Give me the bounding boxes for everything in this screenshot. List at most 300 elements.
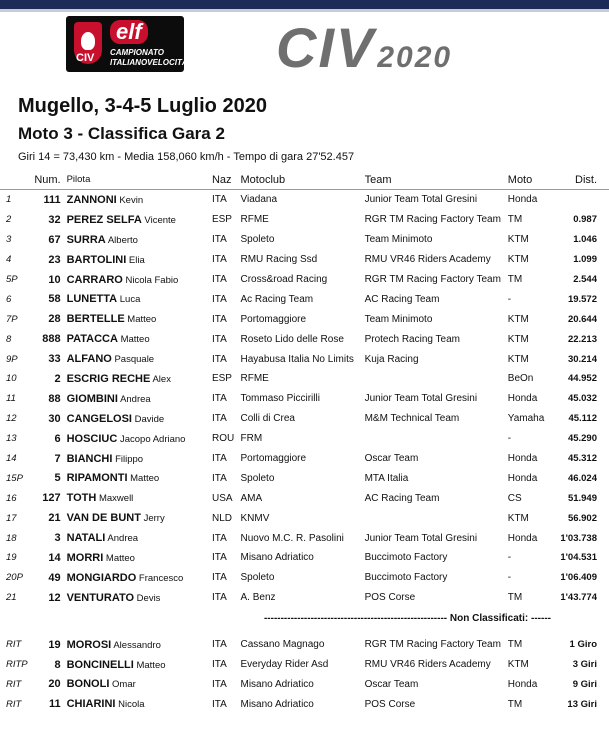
rider-name: Maxwell bbox=[98, 493, 134, 505]
row-motoclub: Spoleto bbox=[240, 234, 275, 246]
table-row bbox=[0, 210, 609, 230]
rider-name: Alberto bbox=[107, 234, 138, 246]
row-distance: 1'04.531 bbox=[560, 552, 597, 564]
row-number: 12 bbox=[48, 591, 61, 604]
non-classified-rows bbox=[0, 635, 609, 715]
row-motoclub: A. Benz bbox=[240, 592, 276, 604]
row-nation: ITA bbox=[211, 639, 227, 651]
row-moto: Honda bbox=[507, 532, 538, 544]
row-team: AC Racing Team bbox=[364, 492, 440, 504]
row-number: 5 bbox=[54, 472, 61, 485]
row-position: 9P bbox=[6, 353, 18, 365]
table-row bbox=[0, 250, 609, 270]
row-nation: ITA bbox=[211, 293, 227, 305]
rider-name: Alex bbox=[152, 373, 171, 385]
header-moto: Moto bbox=[508, 170, 558, 190]
rider-name: Alessandro bbox=[113, 639, 161, 651]
rider-surname: BONCINELLI bbox=[66, 658, 134, 671]
table-row bbox=[0, 190, 609, 210]
row-rider bbox=[67, 270, 212, 290]
table-row bbox=[0, 635, 609, 655]
row-moto: - bbox=[507, 433, 512, 445]
rider-surname: RIPAMONTI bbox=[66, 472, 128, 485]
row-motoclub: Cross&road Racing bbox=[240, 274, 328, 285]
row-position: 16 bbox=[6, 492, 17, 504]
row-nation: ITA bbox=[211, 472, 227, 484]
row-rider bbox=[67, 548, 212, 568]
row-nation: USA bbox=[211, 492, 233, 504]
rider-surname: LUNETTA bbox=[66, 293, 118, 306]
row-nation: ITA bbox=[211, 313, 227, 325]
row-number: 49 bbox=[48, 571, 61, 584]
row-nation: ITA bbox=[211, 698, 227, 710]
race-title: Moto 3 - Classifica Gara 2 bbox=[18, 124, 225, 143]
civ-logo-year: 2020 bbox=[377, 41, 453, 74]
row-number: 2 bbox=[54, 372, 61, 385]
rider-name: Davide bbox=[134, 413, 165, 425]
non-classified-separator bbox=[0, 608, 609, 635]
row-distance: 51.949 bbox=[567, 492, 597, 504]
table-row bbox=[0, 694, 609, 714]
row-team: POS Corse bbox=[364, 698, 416, 710]
row-position: 10 bbox=[6, 373, 17, 385]
row-motoclub: RMU Racing Ssd bbox=[240, 254, 318, 266]
rider-surname: ZANNONI bbox=[66, 193, 117, 206]
row-moto: TM bbox=[507, 639, 523, 651]
table-row bbox=[0, 270, 609, 290]
row-team: RGR TM Racing Factory Team bbox=[364, 274, 501, 285]
table-row bbox=[0, 329, 609, 349]
row-distance: 45.032 bbox=[567, 393, 597, 405]
table-row bbox=[0, 528, 609, 548]
row-motoclub: Tommaso Piccirilli bbox=[240, 393, 320, 405]
row-rider bbox=[67, 635, 212, 655]
rider-name: Kevin bbox=[119, 194, 144, 206]
row-number: 7 bbox=[54, 452, 61, 465]
rider-name: Matteo bbox=[127, 314, 157, 326]
row-number: 127 bbox=[42, 492, 61, 505]
classified-rows bbox=[0, 190, 609, 608]
row-number: 10 bbox=[48, 273, 61, 286]
row-team: Protech Racing Team bbox=[364, 333, 460, 345]
logo-subtitle-1: CAMPIONATO bbox=[110, 48, 164, 57]
rider-surname: CANGELOSI bbox=[66, 412, 132, 425]
rider-surname: ALFANO bbox=[66, 353, 112, 366]
row-team: Buccimoto Factory bbox=[364, 552, 448, 564]
row-motoclub: FRM bbox=[240, 433, 263, 445]
row-nation: ITA bbox=[211, 413, 227, 425]
row-number: 11 bbox=[48, 698, 61, 711]
rider-surname: BERTELLE bbox=[66, 313, 125, 326]
rider-name: Jacopo Adriano bbox=[119, 433, 186, 445]
rider-name: Elia bbox=[128, 254, 145, 266]
row-position: RIT bbox=[6, 639, 22, 651]
row-position: 4 bbox=[6, 254, 12, 266]
table-row bbox=[0, 349, 609, 369]
row-moto: CS bbox=[507, 492, 522, 504]
row-distance: 3 Giri bbox=[572, 659, 597, 671]
row-motoclub: RFME bbox=[240, 214, 269, 226]
row-rider bbox=[67, 588, 212, 608]
row-distance: 56.902 bbox=[567, 512, 597, 524]
row-nation: ITA bbox=[211, 194, 227, 206]
row-motoclub: Portomaggiore bbox=[240, 313, 307, 325]
elf-civ-logo bbox=[66, 16, 188, 72]
rider-surname: MONGIARDO bbox=[66, 571, 137, 584]
row-moto: KTM bbox=[507, 313, 529, 325]
row-moto: TM bbox=[507, 214, 523, 226]
row-moto: - bbox=[507, 572, 512, 584]
row-number: 67 bbox=[48, 233, 61, 246]
row-motoclub: Everyday Rider Asd bbox=[240, 659, 329, 671]
table-row bbox=[0, 508, 609, 528]
row-motoclub: Roseto Lido delle Rose bbox=[240, 333, 344, 345]
row-moto: KTM bbox=[507, 659, 529, 671]
row-team bbox=[365, 429, 508, 449]
row-nation: ITA bbox=[211, 572, 227, 584]
row-motoclub: AMA bbox=[240, 492, 263, 504]
rider-surname: PATACCA bbox=[66, 333, 118, 346]
rider-name: Nicola bbox=[118, 699, 145, 711]
table-row bbox=[0, 309, 609, 329]
row-motoclub: Portomaggiore bbox=[240, 453, 307, 465]
rider-surname: MORRI bbox=[66, 551, 104, 564]
row-distance: 44.952 bbox=[567, 373, 597, 385]
row-distance: 1'43.774 bbox=[560, 592, 597, 604]
rider-surname: HOSCIUC bbox=[66, 432, 118, 445]
row-rider bbox=[67, 568, 212, 588]
logo-subtitle-2: ITALIANOVELOCITÀ bbox=[110, 58, 188, 67]
row-distance: 45.312 bbox=[567, 453, 597, 465]
row-rider bbox=[67, 250, 212, 270]
row-moto: TM bbox=[507, 592, 523, 604]
row-number: 30 bbox=[48, 412, 61, 425]
row-position: 19 bbox=[6, 552, 17, 564]
row-distance: 30.214 bbox=[567, 353, 597, 365]
row-rider bbox=[67, 449, 212, 469]
row-position: 6 bbox=[6, 293, 12, 305]
header-pilota: Pilota bbox=[67, 170, 212, 190]
rider-surname: CHIARINI bbox=[66, 698, 116, 711]
row-distance: 19.572 bbox=[567, 293, 597, 305]
row-moto: Honda bbox=[507, 393, 538, 405]
row-motoclub: Colli di Crea bbox=[240, 413, 295, 425]
table-row bbox=[0, 409, 609, 429]
row-team: RMU VR46 Riders Academy bbox=[364, 254, 491, 266]
header-num: Num. bbox=[34, 170, 66, 190]
table-row bbox=[0, 488, 609, 508]
rider-surname: MOROSI bbox=[66, 638, 112, 651]
top-banner-bar bbox=[0, 0, 609, 9]
rider-name: Andrea bbox=[107, 533, 139, 545]
row-position: 1 bbox=[6, 194, 12, 206]
row-rider bbox=[67, 674, 212, 694]
row-position: 7P bbox=[6, 313, 18, 325]
row-position: 11 bbox=[6, 393, 16, 405]
rider-name: Omar bbox=[112, 679, 136, 691]
row-moto: Honda bbox=[507, 194, 538, 206]
row-distance: 1'06.409 bbox=[560, 572, 597, 584]
results-table-wrap bbox=[0, 170, 609, 714]
rider-surname: GIOMBINI bbox=[66, 392, 118, 405]
row-moto: - bbox=[507, 293, 512, 305]
row-number: 88 bbox=[48, 392, 61, 405]
row-rider bbox=[67, 289, 212, 309]
row-position: RIT bbox=[6, 698, 22, 710]
row-nation: ESP bbox=[211, 214, 232, 226]
event-title: Mugello, 3-4-5 Luglio 2020 bbox=[18, 95, 267, 117]
row-motoclub: Misano Adriatico bbox=[240, 698, 314, 710]
rider-name: Matteo bbox=[105, 552, 135, 564]
row-motoclub: Cassano Magnago bbox=[240, 639, 325, 651]
row-rider bbox=[67, 230, 212, 250]
rider-name: Andrea bbox=[120, 393, 151, 405]
row-nation: ITA bbox=[211, 254, 227, 266]
row-rider bbox=[67, 210, 212, 230]
row-distance: 45.112 bbox=[568, 413, 597, 425]
row-nation: ITA bbox=[211, 333, 227, 345]
table-row bbox=[0, 548, 609, 568]
row-rider bbox=[67, 329, 212, 349]
row-distance: 22.213 bbox=[567, 333, 597, 345]
row-team bbox=[365, 508, 508, 528]
row-distance: 1 Giro bbox=[569, 639, 597, 651]
row-nation: ITA bbox=[211, 393, 227, 405]
table-row bbox=[0, 568, 609, 588]
rider-surname: TOTH bbox=[66, 492, 97, 505]
row-team: Junior Team Total Gresini bbox=[364, 393, 478, 405]
row-team: POS Corse bbox=[364, 592, 416, 604]
row-number: 23 bbox=[48, 253, 61, 266]
row-distance: 1.046 bbox=[573, 234, 597, 246]
table-row bbox=[0, 230, 609, 250]
row-number: 6 bbox=[54, 432, 61, 445]
row-number: 3 bbox=[54, 532, 61, 545]
row-rider bbox=[67, 488, 212, 508]
row-number: 32 bbox=[48, 213, 61, 226]
row-team: RMU VR46 Riders Academy bbox=[364, 659, 491, 671]
rider-name: Filippo bbox=[115, 453, 144, 465]
row-motoclub: Hayabusa Italia No Limits bbox=[240, 353, 354, 365]
civ-logo-text: CIV bbox=[276, 16, 376, 79]
rider-surname: VENTURATO bbox=[66, 591, 135, 604]
row-motoclub: Misano Adriatico bbox=[240, 678, 314, 690]
results-table bbox=[0, 170, 609, 714]
row-motoclub: Spoleto bbox=[240, 472, 275, 484]
row-position: 18 bbox=[6, 532, 17, 544]
row-team bbox=[365, 369, 508, 389]
header-pos bbox=[0, 170, 34, 190]
row-rider bbox=[67, 349, 212, 369]
row-nation: ITA bbox=[211, 678, 227, 690]
row-nation: ITA bbox=[211, 592, 227, 604]
row-team: Oscar Team bbox=[364, 453, 419, 465]
row-team: Junior Team Total Gresini bbox=[364, 532, 478, 544]
row-moto: KTM bbox=[507, 254, 529, 266]
race-info: Giri 14 = 73,430 km - Media 158,060 km/h - Tempo di gara 27'52.457 bbox=[18, 151, 355, 163]
non-classified-label: ------------------------------------------------------- Non Classificati: ------ bbox=[263, 612, 551, 624]
row-team: Team Minimoto bbox=[364, 234, 433, 246]
row-position: RIT bbox=[6, 678, 22, 690]
rider-surname: PEREZ SELFA bbox=[66, 213, 142, 226]
row-moto: TM bbox=[507, 274, 523, 285]
table-row bbox=[0, 449, 609, 469]
row-team: Junior Team Total Gresini bbox=[364, 194, 478, 206]
civ-2020-logo bbox=[276, 16, 453, 86]
row-nation: ITA bbox=[211, 659, 227, 671]
row-team: RGR TM Racing Factory Team bbox=[364, 639, 501, 651]
row-position: 13 bbox=[6, 433, 17, 445]
row-position: 20P bbox=[6, 572, 23, 584]
rider-name: Matteo bbox=[136, 659, 166, 671]
table-row bbox=[0, 588, 609, 608]
row-number: 33 bbox=[48, 353, 61, 366]
table-row bbox=[0, 429, 609, 449]
row-moto: TM bbox=[507, 698, 523, 710]
row-position: 17 bbox=[6, 512, 17, 524]
row-number: 19 bbox=[48, 638, 61, 651]
rider-surname: VAN DE BUNT bbox=[66, 512, 141, 525]
rider-name: Vicente bbox=[144, 214, 176, 226]
row-rider bbox=[67, 369, 212, 389]
row-distance: 1'03.738 bbox=[560, 532, 597, 544]
header-dist: Dist. bbox=[558, 170, 609, 190]
row-number: 14 bbox=[48, 551, 61, 564]
row-nation: ITA bbox=[211, 274, 227, 285]
table-row bbox=[0, 655, 609, 675]
row-motoclub: Viadana bbox=[240, 194, 278, 206]
row-number: 8 bbox=[54, 658, 61, 671]
row-distance: 9 Giri bbox=[572, 678, 597, 690]
row-moto: Honda bbox=[507, 678, 538, 690]
row-nation: ITA bbox=[211, 353, 227, 365]
row-rider bbox=[67, 409, 212, 429]
rider-name: Matteo bbox=[120, 334, 150, 346]
table-row bbox=[0, 468, 609, 488]
row-team: Oscar Team bbox=[364, 678, 419, 690]
rider-surname: SURRA bbox=[66, 233, 106, 246]
rider-name: Nicola Fabio bbox=[125, 274, 179, 286]
rider-surname: BONOLI bbox=[66, 678, 110, 691]
row-moto: - bbox=[507, 552, 512, 564]
row-rider bbox=[67, 190, 212, 210]
row-nation: ESP bbox=[211, 373, 232, 385]
row-position: 12 bbox=[6, 413, 17, 425]
rider-surname: CARRARO bbox=[66, 273, 123, 286]
row-team: M&M Technical Team bbox=[364, 413, 460, 425]
table-row bbox=[0, 289, 609, 309]
rider-name: Pasquale bbox=[114, 354, 155, 366]
row-moto: Honda bbox=[507, 453, 538, 465]
row-position: 3 bbox=[6, 234, 12, 246]
row-number: 111 bbox=[43, 193, 61, 206]
row-distance: 45.290 bbox=[567, 433, 597, 445]
row-rider bbox=[67, 309, 212, 329]
rider-name: Luca bbox=[119, 294, 141, 306]
row-number: 888 bbox=[42, 333, 61, 346]
rider-name: Matteo bbox=[130, 473, 160, 485]
row-motoclub: KNMV bbox=[240, 512, 270, 524]
rider-name: Francesco bbox=[138, 572, 184, 584]
row-moto: KTM bbox=[507, 234, 529, 246]
row-distance: 46.024 bbox=[567, 472, 597, 484]
row-motoclub: Spoleto bbox=[240, 572, 275, 584]
row-team: RGR TM Racing Factory Team bbox=[364, 214, 501, 226]
row-team: Kuja Racing bbox=[364, 353, 419, 365]
row-team: Buccimoto Factory bbox=[364, 572, 448, 584]
row-moto: Honda bbox=[507, 472, 538, 484]
table-row bbox=[0, 369, 609, 389]
rider-surname: ESCRIG RECHE bbox=[66, 372, 151, 385]
row-moto: KTM bbox=[507, 353, 529, 365]
row-moto: BeOn bbox=[507, 373, 534, 385]
row-distance: 1.099 bbox=[573, 254, 597, 266]
row-rider bbox=[67, 528, 212, 548]
header-naz: Naz bbox=[212, 170, 241, 190]
row-moto: KTM bbox=[507, 512, 529, 524]
row-team: Team Minimoto bbox=[364, 313, 433, 325]
row-nation: ITA bbox=[211, 453, 227, 465]
row-position: 2 bbox=[6, 214, 12, 226]
logo-civ-small: CIV bbox=[76, 52, 95, 64]
table-row bbox=[0, 389, 609, 409]
table-row bbox=[0, 674, 609, 694]
rider-surname: NATALI bbox=[66, 532, 106, 545]
rider-surname: BIANCHI bbox=[66, 452, 113, 465]
row-nation: ITA bbox=[211, 234, 227, 246]
row-moto: KTM bbox=[507, 333, 529, 345]
row-distance bbox=[558, 190, 609, 210]
row-nation: ITA bbox=[211, 552, 227, 564]
row-moto: Yamaha bbox=[507, 413, 545, 425]
non-classified-label-row bbox=[0, 608, 609, 629]
row-motoclub: Nuovo M.C. R. Pasolini bbox=[240, 532, 344, 544]
row-distance: 0.987 bbox=[573, 214, 597, 226]
row-motoclub: Ac Racing Team bbox=[240, 293, 314, 305]
row-motoclub: RFME bbox=[240, 373, 269, 385]
elf-wordmark: elf bbox=[110, 20, 148, 44]
row-position: RITP bbox=[6, 659, 28, 671]
row-number: 20 bbox=[48, 678, 61, 691]
rider-name: Jerry bbox=[143, 513, 165, 525]
header-motoclub: Motoclub bbox=[240, 170, 364, 190]
row-rider bbox=[67, 468, 212, 488]
row-position: 21 bbox=[6, 592, 17, 604]
row-rider bbox=[67, 389, 212, 409]
row-position: 8 bbox=[6, 333, 12, 345]
results-header-row bbox=[0, 170, 609, 190]
header-team: Team bbox=[365, 170, 508, 190]
rider-name: Devis bbox=[136, 592, 161, 604]
row-distance: 2.544 bbox=[573, 274, 597, 285]
row-number: 21 bbox=[48, 512, 61, 525]
row-rider bbox=[67, 508, 212, 528]
row-position: 5P bbox=[6, 274, 18, 285]
row-nation: ITA bbox=[211, 532, 227, 544]
row-number: 58 bbox=[48, 293, 61, 306]
row-position: 14 bbox=[6, 453, 17, 465]
row-position: 15P bbox=[6, 472, 23, 484]
row-distance: 13 Giri bbox=[567, 698, 597, 710]
row-team: AC Racing Team bbox=[364, 293, 440, 305]
row-rider bbox=[67, 655, 212, 675]
rider-surname: BARTOLINI bbox=[66, 253, 127, 266]
row-rider bbox=[67, 694, 212, 714]
row-rider bbox=[67, 429, 212, 449]
row-number: 28 bbox=[48, 313, 61, 326]
row-distance: 20.644 bbox=[567, 313, 597, 325]
row-nation: NLD bbox=[211, 512, 232, 524]
